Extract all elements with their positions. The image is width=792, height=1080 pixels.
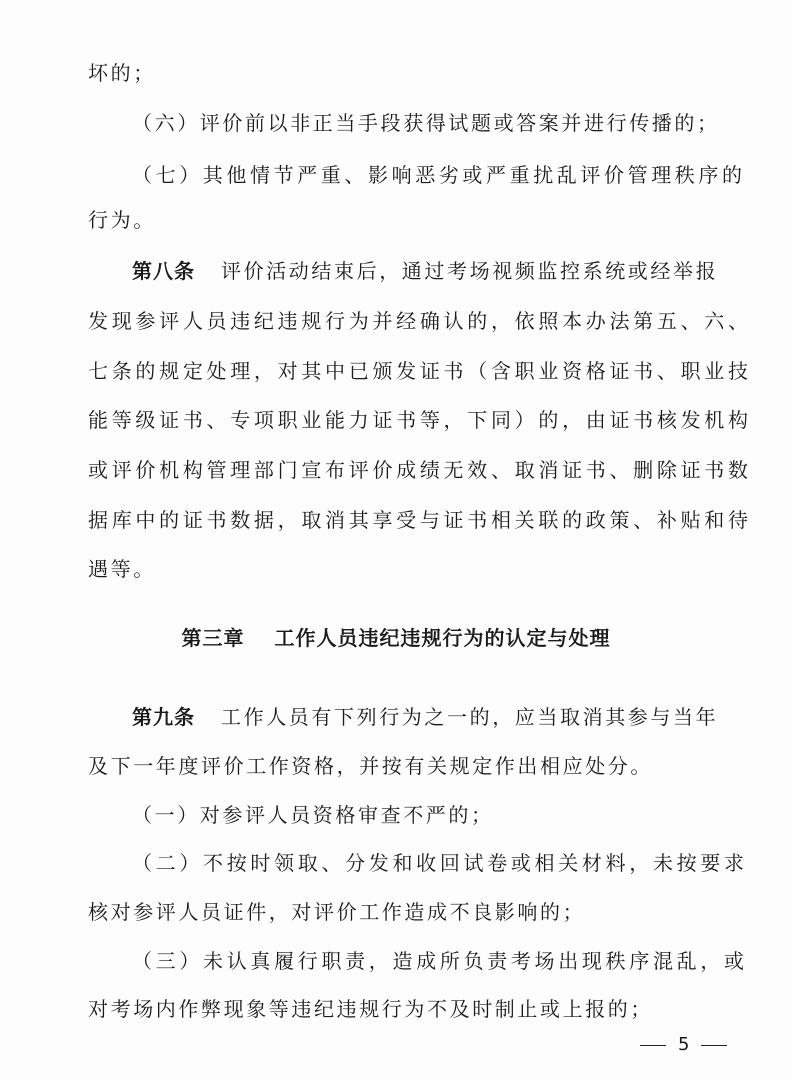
page-number: 5 xyxy=(640,1030,727,1060)
list-item-7: （七）其他情节严重、影响恶劣或严重扰乱评价管理秩序的 xyxy=(132,163,742,187)
text-line: 能等级证书、专项职业能力证书等，下同）的，由证书核发机构 xyxy=(88,408,748,432)
text-line: 行为。 xyxy=(88,208,156,232)
text-line: 对考场内作弊现象等违纪违规行为不及时制止或上报的； xyxy=(88,997,653,1021)
page-number-dash-left xyxy=(640,1045,666,1046)
list-item-3: （三）未认真履行职责，造成所负责考场出现秩序混乱，或 xyxy=(132,949,744,973)
text-line: 核对参评人员证件，对评价工作造成不良影响的； xyxy=(88,900,586,924)
text-line: 坏的； xyxy=(88,61,156,85)
article-9-heading-line: 第九条 工作人员有下列行为之一的，应当取消其参与当年 xyxy=(132,705,719,729)
chapter-title: 工作人员违纪违规行为的认定与处理 xyxy=(274,626,611,650)
list-item-2: （二）不按时领取、分发和收回试卷或相关材料，未按要求 xyxy=(132,851,744,875)
chapter-number: 第三章 xyxy=(181,626,245,650)
text-line: 及下一年度评价工作资格，并按有关规定作出相应处分。 xyxy=(88,754,653,778)
text-line: 遇等。 xyxy=(88,557,156,581)
article-8-heading-line: 第八条 评价活动结束后，通过考场视频监控系统或经举报 xyxy=(132,259,719,283)
list-item-6: （六）评价前以非正当手段获得试题或答案并进行传播的； xyxy=(132,111,720,135)
text-line: 或评价机构管理部门宣布评价成绩无效、取消证书、删除证书数 xyxy=(88,458,748,482)
article-9-label: 第九条 xyxy=(132,705,195,729)
text-line: 七条的规定处理，对其中已颁发证书（含职业资格证书、职业技 xyxy=(88,359,748,383)
list-item-1: （一）对参评人员资格审查不严的； xyxy=(132,803,494,827)
chapter-heading xyxy=(0,623,792,653)
text-line: 发现参评人员违纪违规行为并经确认的，依照本办法第五、六、 xyxy=(88,309,748,333)
text-line: 据库中的证书数据，取消其享受与证书相关联的政策、补贴和待 xyxy=(88,508,748,532)
page-number-dash-right xyxy=(701,1045,727,1046)
article-8-label: 第八条 xyxy=(132,259,195,283)
